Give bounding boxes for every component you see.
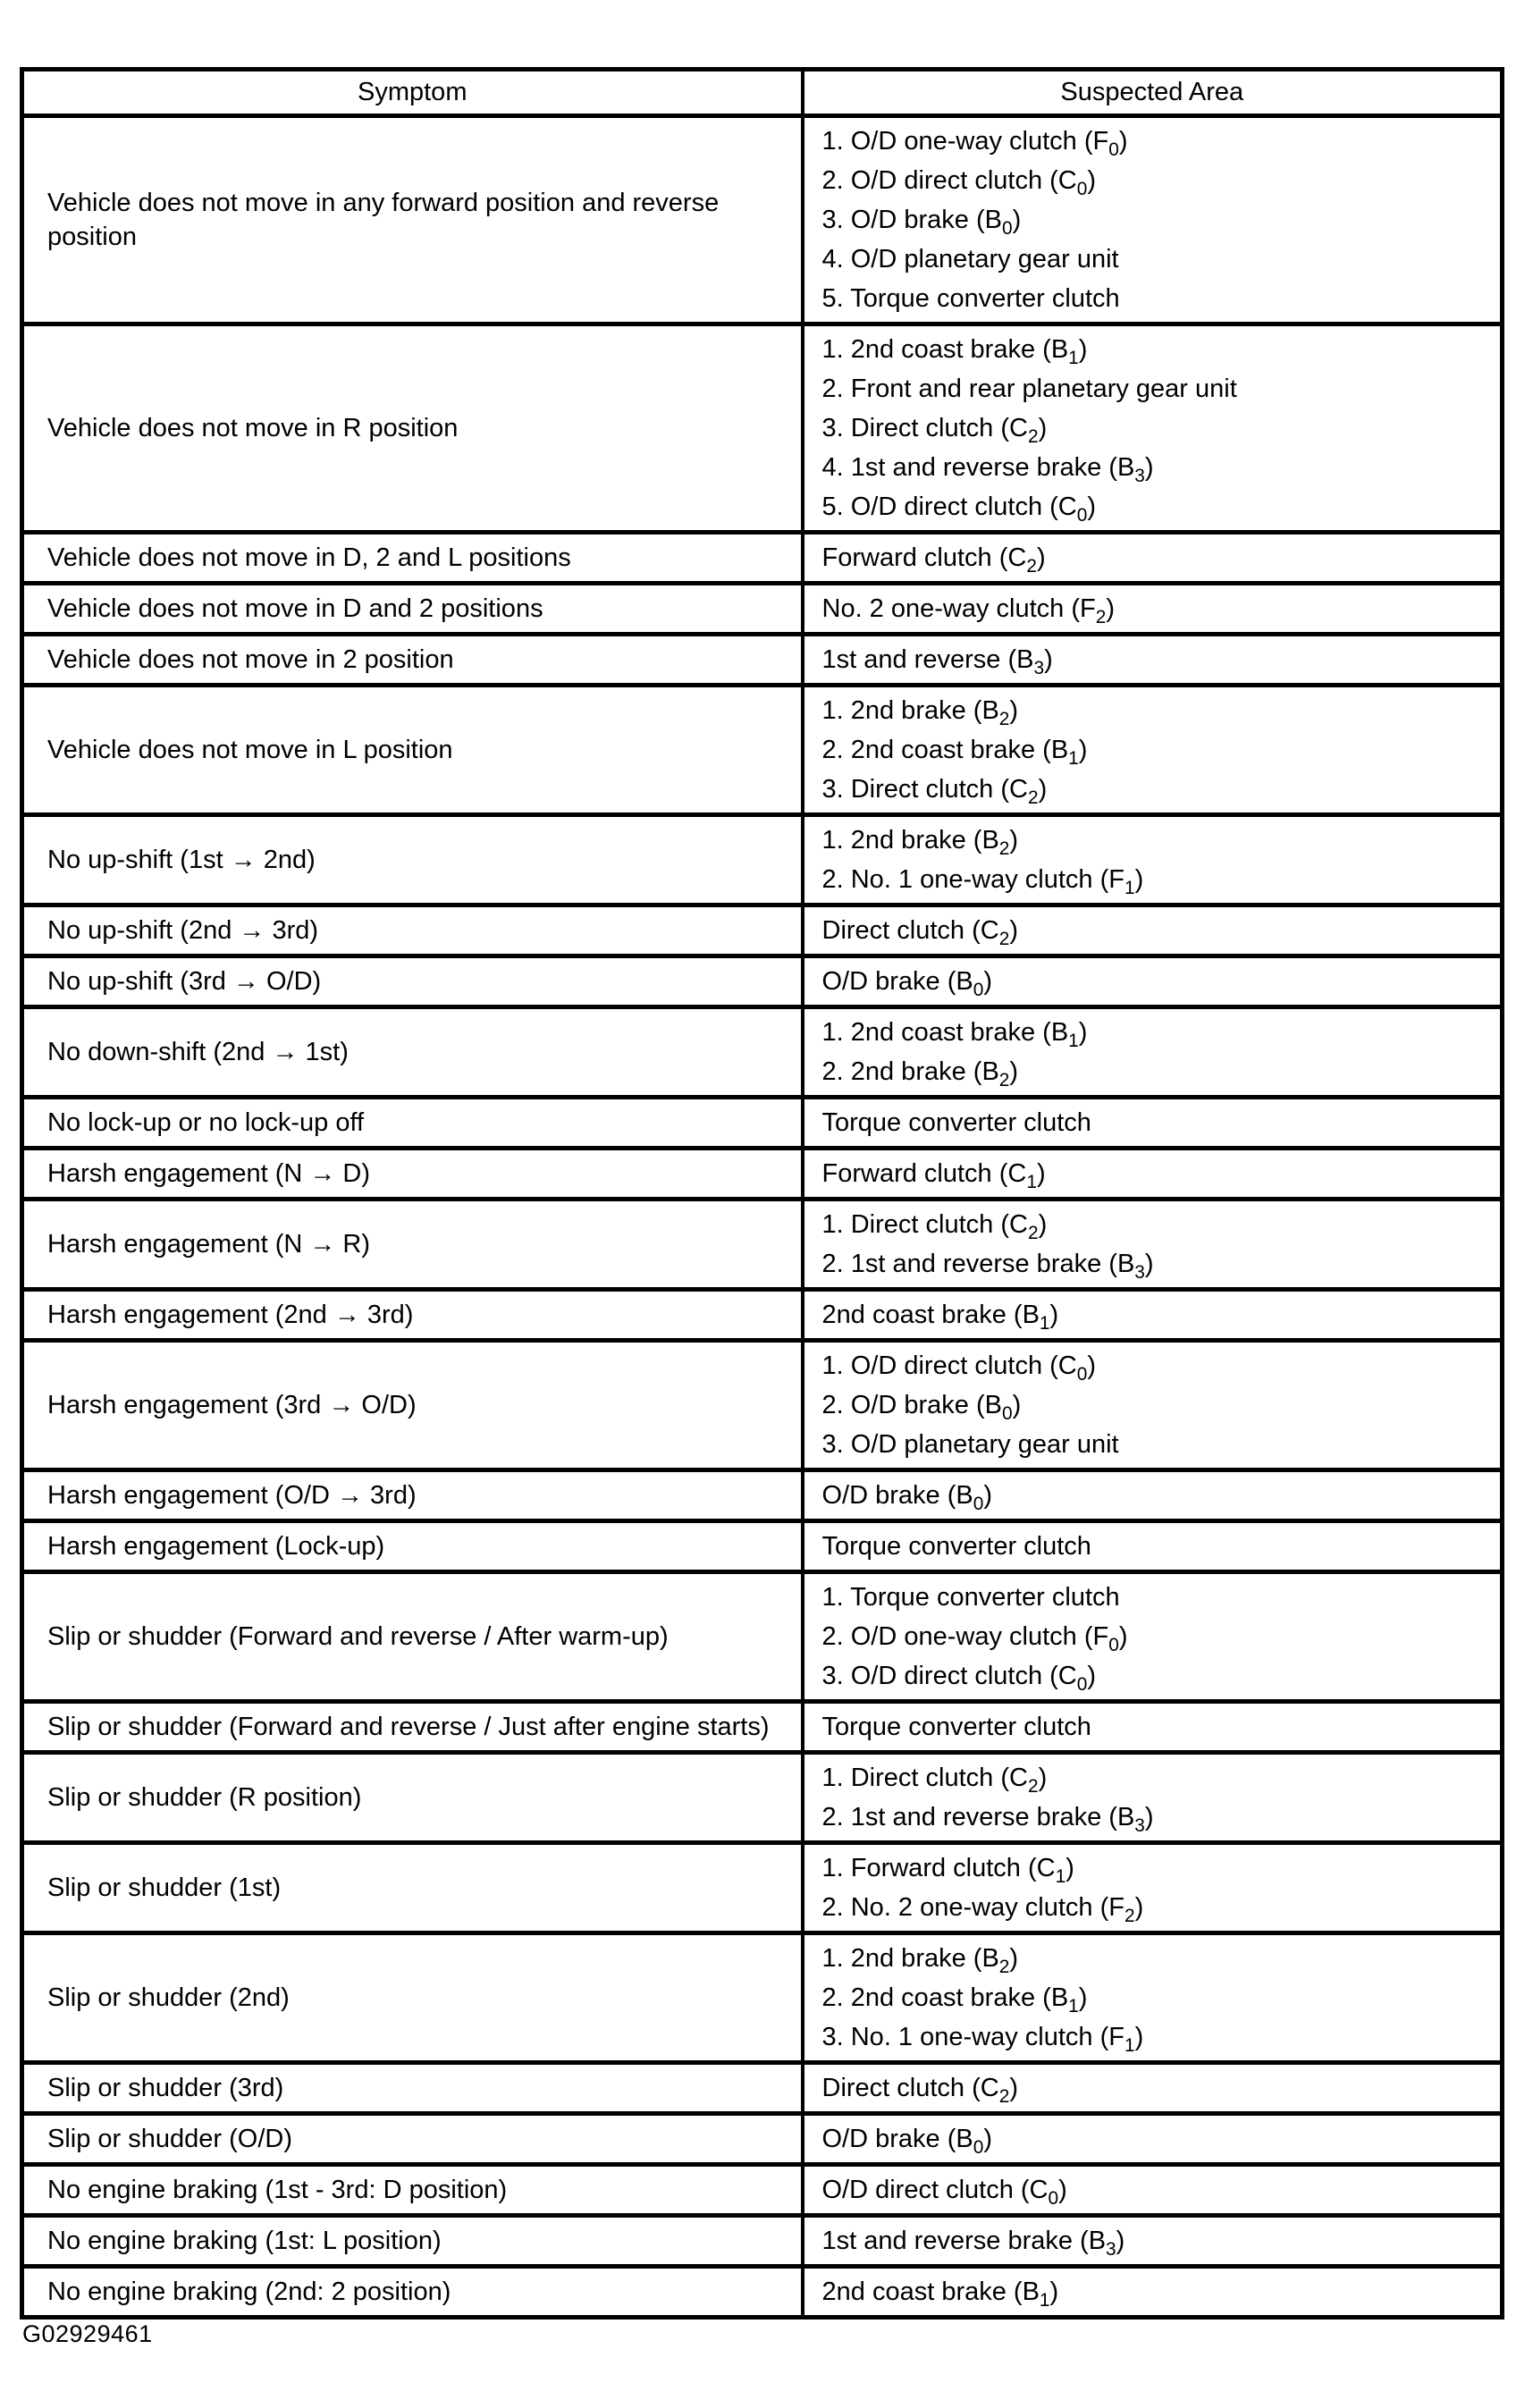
symptom-cell: Harsh engagement (N → D) (22, 1149, 803, 1200)
suspected-area-item: 2. No. 1 one-way clutch $(F_1)$ (821, 865, 1144, 898)
suspected-area-item: 1. Torque converter clutch (821, 1583, 1120, 1612)
suspected-area-item: 3. O/D brake $(B_0)$ (821, 206, 1022, 239)
suspected-area-item: 1. 2nd brake $(B_2)$ (821, 826, 1019, 859)
table-row (22, 1572, 1503, 1702)
suspected-area-cell (803, 2114, 1503, 2165)
suspected-area-item: 1. Forward clutch $(C_1)$ (821, 1854, 1074, 1887)
symptom-cell: Vehicle does not move in any forward position and reverse position (22, 116, 803, 324)
suspected-area-cell (803, 116, 1503, 324)
suspected-area-cell (803, 635, 1503, 686)
suspected-area-cell (803, 1098, 1503, 1149)
suspected-area-cell (803, 1341, 1503, 1470)
symptom-cell: Vehicle does not move in D, 2 and L positions (22, 533, 803, 584)
symptom-cell: No engine braking (1st - 3rd: D position) (22, 2165, 803, 2216)
table-row (22, 1290, 1503, 1341)
symptom-cell: Slip or shudder (O/D) (22, 2114, 803, 2165)
symptom-cell: Harsh engagement (N → R) (22, 1200, 803, 1290)
suspected-area-item: 1. O/D one-way clutch $(F_0)$ (821, 127, 1128, 160)
symptom-cell: Slip or shudder (2nd) (22, 1933, 803, 2063)
suspected-area-item: 4. 1st and reverse brake $(B_3)$ (821, 453, 1154, 486)
suspected-area-cell (803, 1521, 1503, 1572)
table-row (22, 2063, 1503, 2114)
suspected-area-item: 2. Front and rear planetary gear unit (821, 375, 1237, 403)
symptom-cell: No engine braking (2nd: 2 position) (22, 2267, 803, 2318)
column-header-symptom: Symptom (22, 70, 803, 116)
suspected-area-item: O/D direct clutch $(C_0)$ (821, 2176, 1067, 2209)
table-row (22, 1149, 1503, 1200)
symptom-cell: Harsh engagement (O/D → 3rd) (22, 1470, 803, 1521)
suspected-area-item: 5. Torque converter clutch (821, 284, 1120, 313)
table-row (22, 533, 1503, 584)
suspected-area-item: Torque converter clutch (821, 1532, 1091, 1561)
table-body (22, 116, 1503, 2318)
suspected-area-cell (803, 1007, 1503, 1098)
table-row (22, 2267, 1503, 2318)
header-row (22, 70, 1503, 116)
column-header-suspected-area: Suspected Area (803, 70, 1503, 116)
table-row (22, 2216, 1503, 2267)
symptom-cell: No up-shift (2nd → 3rd) (22, 905, 803, 956)
table-row (22, 1470, 1503, 1521)
suspected-area-item: 1st and reverse brake $(B_3)$ (821, 2227, 1125, 2260)
diagnostic-table (20, 67, 1504, 2320)
suspected-area-cell (803, 1149, 1503, 1200)
suspected-area-item: 2. No. 2 one-way clutch $(F_2)$ (821, 1893, 1144, 1926)
symptom-cell: Slip or shudder (3rd) (22, 2063, 803, 2114)
symptom-cell: Vehicle does not move in 2 position (22, 635, 803, 686)
suspected-area-cell (803, 905, 1503, 956)
suspected-area-cell (803, 815, 1503, 905)
suspected-area-cell (803, 2267, 1503, 2318)
suspected-area-cell (803, 1290, 1503, 1341)
suspected-area-cell (803, 533, 1503, 584)
suspected-area-item: 3. O/D planetary gear unit (821, 1430, 1119, 1459)
symptom-cell: Vehicle does not move in D and 2 positions (22, 584, 803, 635)
suspected-area-item: Torque converter clutch (821, 1713, 1091, 1741)
suspected-area-item: 2. 2nd brake $(B_2)$ (821, 1057, 1019, 1090)
suspected-area-item: 1. 2nd coast brake $(B_1)$ (821, 1018, 1088, 1051)
suspected-area-item: 1. 2nd brake $(B_2)$ (821, 1944, 1019, 1977)
suspected-area-item: 2. O/D brake $(B_0)$ (821, 1391, 1022, 1424)
suspected-area-item: 4. O/D planetary gear unit (821, 245, 1119, 274)
suspected-area-cell (803, 1702, 1503, 1753)
symptom-cell: Slip or shudder (Forward and reverse / Just after engine starts) (22, 1702, 803, 1753)
suspected-area-item: Direct clutch $(C_2)$ (821, 916, 1018, 949)
table-row (22, 1007, 1503, 1098)
symptom-cell: Harsh engagement (Lock-up) (22, 1521, 803, 1572)
table-row (22, 1702, 1503, 1753)
symptom-cell: No up-shift (1st → 2nd) (22, 815, 803, 905)
suspected-area-cell (803, 584, 1503, 635)
symptom-cell: Slip or shudder (Forward and reverse / After warm-up) (22, 1572, 803, 1702)
suspected-area-cell (803, 324, 1503, 533)
suspected-area-item: Direct clutch $(C_2)$ (821, 2074, 1018, 2107)
suspected-area-cell (803, 956, 1503, 1007)
suspected-area-item: Forward clutch $(C_2)$ (821, 543, 1046, 577)
table-row (22, 1753, 1503, 1843)
symptom-cell: Vehicle does not move in R position (22, 324, 803, 533)
symptom-cell: Harsh engagement (3rd → O/D) (22, 1341, 803, 1470)
suspected-area-item: 3. Direct clutch $(C_2)$ (821, 414, 1048, 447)
suspected-area-item: 1. 2nd brake $(B_2)$ (821, 696, 1019, 729)
suspected-area-item: 3. No. 1 one-way clutch $(F_1)$ (821, 2023, 1144, 2056)
table-row (22, 956, 1503, 1007)
suspected-area-item: 2. 1st and reverse brake $(B_3)$ (821, 1250, 1154, 1283)
suspected-area-item: 2. 2nd coast brake $(B_1)$ (821, 1983, 1088, 2016)
suspected-area-cell (803, 1470, 1503, 1521)
suspected-area-item: 1. Direct clutch $(C_2)$ (821, 1210, 1048, 1243)
suspected-area-item: O/D brake $(B_0)$ (821, 2125, 993, 2158)
table-row (22, 1843, 1503, 1933)
table-row (22, 1933, 1503, 2063)
suspected-area-item: 5. O/D direct clutch $(C_0)$ (821, 493, 1097, 526)
suspected-area-cell (803, 2165, 1503, 2216)
table-row (22, 584, 1503, 635)
suspected-area-item: 2. O/D one-way clutch $(F_0)$ (821, 1622, 1128, 1655)
symptom-cell: No down-shift (2nd → 1st) (22, 1007, 803, 1098)
suspected-area-item: Torque converter clutch (821, 1108, 1091, 1137)
suspected-area-item: 2. 2nd coast brake $(B_1)$ (821, 736, 1088, 769)
suspected-area-cell (803, 1843, 1503, 1933)
suspected-area-item: 1. Direct clutch $(C_2)$ (821, 1764, 1048, 1797)
table-row (22, 116, 1503, 324)
suspected-area-cell (803, 2063, 1503, 2114)
suspected-area-item: 2. 1st and reverse brake $(B_3)$ (821, 1803, 1154, 1836)
symptom-cell: Slip or shudder (R position) (22, 1753, 803, 1843)
table-header (22, 70, 1503, 116)
figure-id-caption: G02929461 (22, 2320, 153, 2347)
suspected-area-item: 2. O/D direct clutch $(C_0)$ (821, 166, 1097, 199)
table-row (22, 1341, 1503, 1470)
suspected-area-cell (803, 2216, 1503, 2267)
table-row (22, 635, 1503, 686)
table-row (22, 1521, 1503, 1572)
table-row (22, 324, 1503, 533)
suspected-area-cell (803, 1933, 1503, 2063)
table-row (22, 2114, 1503, 2165)
suspected-area-item: 3. O/D direct clutch $(C_0)$ (821, 1662, 1097, 1695)
suspected-area-item: O/D brake $(B_0)$ (821, 967, 993, 1000)
suspected-area-cell (803, 1572, 1503, 1702)
table-row (22, 1098, 1503, 1149)
suspected-area-item: 1. 2nd coast brake $(B_1)$ (821, 335, 1088, 368)
symptom-cell: No lock-up or no lock-up off (22, 1098, 803, 1149)
suspected-area-item: No. 2 one-way clutch $(F_2)$ (821, 594, 1116, 627)
symptom-cell: Slip or shudder (1st) (22, 1843, 803, 1933)
table-row (22, 1200, 1503, 1290)
table-row (22, 905, 1503, 956)
symptom-cell: Vehicle does not move in L position (22, 686, 803, 815)
suspected-area-item: Forward clutch $(C_1)$ (821, 1159, 1046, 1192)
suspected-area-item: 1st and reverse $(B_3)$ (821, 645, 1053, 678)
symptom-cell: No up-shift (3rd → O/D) (22, 956, 803, 1007)
suspected-area-item: 2nd coast brake $(B_1)$ (821, 2277, 1059, 2311)
suspected-area-cell (803, 1200, 1503, 1290)
symptom-cell: Harsh engagement (2nd → 3rd) (22, 1290, 803, 1341)
suspected-area-item: 3. Direct clutch $(C_2)$ (821, 775, 1048, 808)
table-row (22, 686, 1503, 815)
symptom-cell: No engine braking (1st: L position) (22, 2216, 803, 2267)
table-row (22, 2165, 1503, 2216)
suspected-area-cell (803, 686, 1503, 815)
suspected-area-cell (803, 1753, 1503, 1843)
suspected-area-item: 1. O/D direct clutch $(C_0)$ (821, 1351, 1097, 1385)
suspected-area-item: 2nd coast brake $(B_1)$ (821, 1301, 1059, 1334)
suspected-area-item: O/D brake $(B_0)$ (821, 1481, 993, 1514)
table-row (22, 815, 1503, 905)
